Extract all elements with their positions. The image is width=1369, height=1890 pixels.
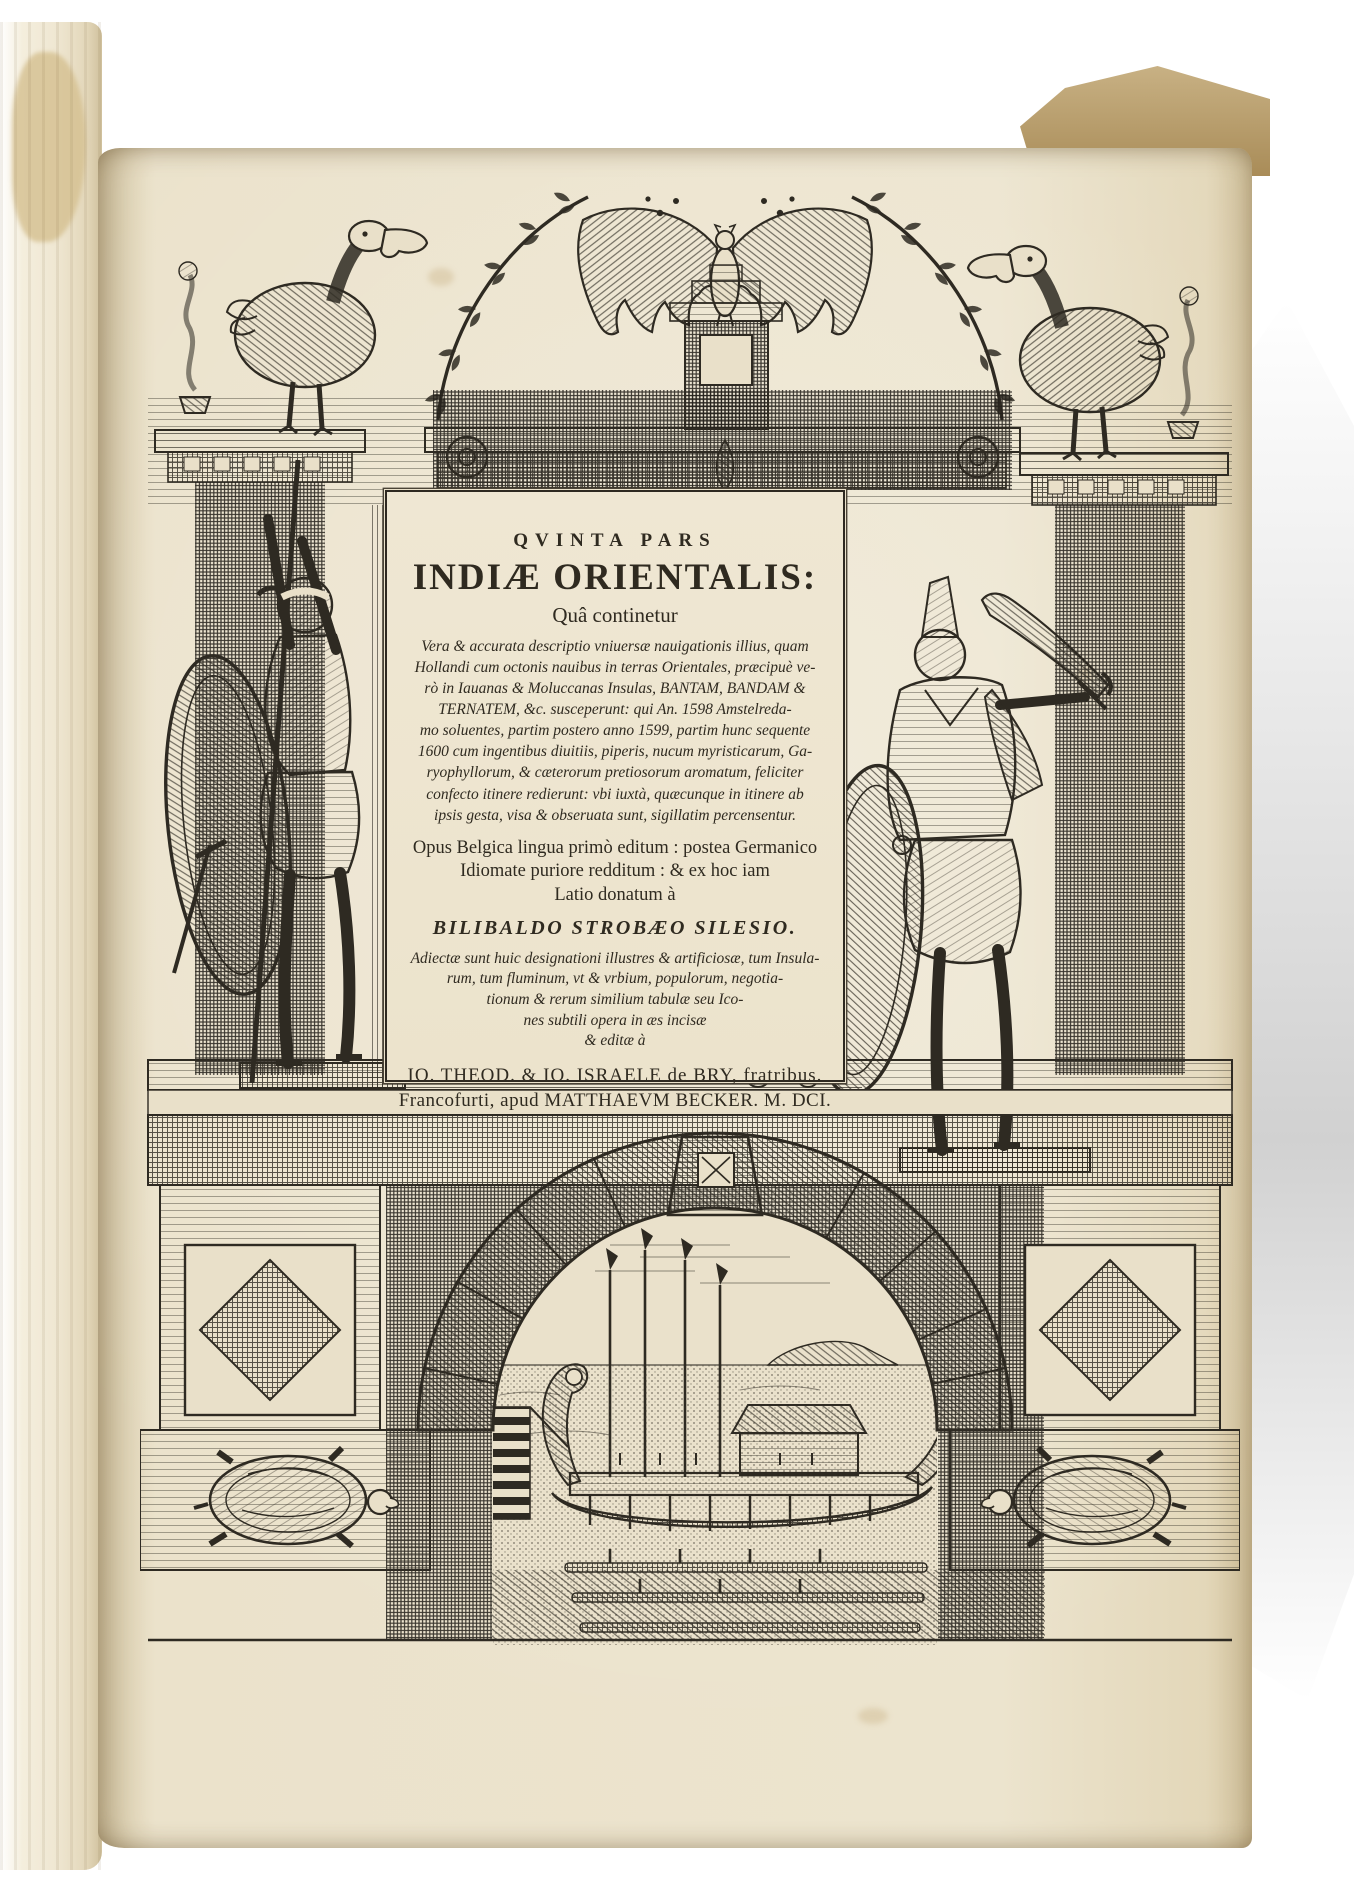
plates-line: rum, tum fluminum, vt & vrbium, populorum, negotia-	[446, 970, 784, 988]
subtitle: Quâ continetur	[552, 603, 678, 627]
description-line: confecto itinere redierunt: vbi iuxtà, quæcunque in itinere ab	[426, 785, 804, 803]
plates-line: nes subtili opera in æs incisæ	[523, 1011, 707, 1029]
description-line: rò in Iauanas & Moluccanas Insulas, BANTAM, BANDAM &	[424, 680, 806, 698]
description-line: Hollandi cum octonis nauibus in terras Orientales, præcipuè ve-	[414, 659, 816, 677]
foxing-spot	[858, 1708, 888, 1724]
edition-note	[387, 837, 843, 908]
plates-line: tionum & rerum similium tabulæ seu Ico-	[486, 990, 744, 1008]
imprint-line: Francofurti, apud MATTHAEVM BECKER. M. DCI.	[398, 1089, 832, 1111]
book-page	[98, 148, 1252, 1848]
cap	[922, 577, 958, 637]
publishers-line: IO. THEOD. & IO. ISRAELE de BRY, fratribus.	[407, 1064, 823, 1086]
title-cartouche	[385, 490, 845, 1111]
center-entablature	[425, 265, 1020, 490]
series-kicker: QVINTA PARS	[513, 530, 717, 551]
edition-line: Idiomate puriore redditum : & ex hoc iam	[460, 861, 770, 882]
translator-name: BILIBALDO STROBÆO SILESIO.	[432, 916, 798, 939]
page-title: INDIÆ ORIENTALIS:	[412, 557, 818, 598]
description-line: Vera & accurata descriptio vniuersæ nauigationis illius, quam	[421, 638, 809, 655]
book-cover-edge	[0, 22, 102, 1870]
plates-line: Adiectæ sunt huic designationi illustres & artificiosæ, tum Insula-	[410, 949, 820, 967]
fore-edge	[1238, 300, 1354, 1700]
striped-banner	[492, 1407, 530, 1519]
smoking-urn-left-icon	[179, 262, 210, 413]
description-line: ryophyllorum, & cæterorum pretiosorum aromatum, feliciter	[426, 764, 804, 782]
plates-note	[387, 949, 843, 1052]
description-line: TERNATEM, &c. susceperunt: qui An. 1598 Amstelreda-	[438, 701, 792, 719]
description-line: mo soluentes, partim postero anno 1599, partim hunc sequente	[419, 722, 811, 740]
description-line: 1600 cum ingentibus diuitiis, piperis, nucum myristicarum, Ga-	[417, 743, 813, 761]
edition-line: Opus Belgica lingua primò editum : postea Germanico	[412, 837, 818, 858]
right-cornice	[1020, 453, 1228, 1075]
description-paragraph	[387, 636, 843, 826]
plates-line: & editæ à	[584, 1032, 646, 1050]
stone-arch	[386, 1133, 1044, 1645]
edition-line: Latio donatum à	[554, 885, 676, 906]
description-line: ipsis gesta, visa & obseruata sunt, sigillatim percensentur.	[434, 806, 796, 824]
ground-shadow	[492, 1570, 1045, 1640]
